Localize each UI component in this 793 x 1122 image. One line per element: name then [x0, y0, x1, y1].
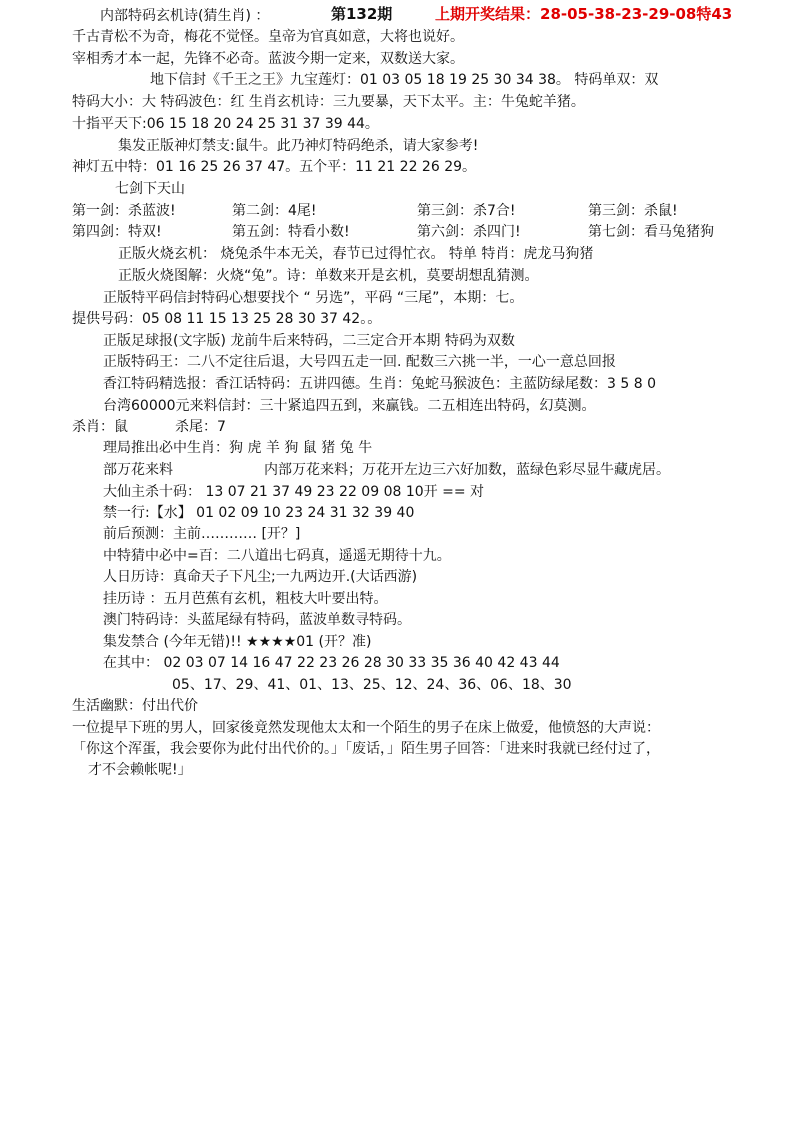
flowers-left: 部万花来料 [103, 462, 173, 478]
ten-fingers: 十指平天下:06 15 18 20 24 25 31 37 39 44。 [72, 116, 379, 132]
issue-number: 第132期 [331, 5, 393, 23]
sword-3: 第三剑：杀7合! [417, 203, 516, 219]
lamp-five: 神灯五中特：01 16 25 26 37 47。五个平：11 21 22 26 29。 [72, 159, 477, 175]
among-numbers: 在其中： 02 03 07 14 16 47 22 23 26 28 30 33 35 36 40 42 43 44 [103, 655, 560, 671]
ban-one-row: 禁一行:【水】 01 02 09 10 23 24 31 32 39 40 [103, 505, 415, 521]
fire-diagram: 正版火烧图解：火烧“兔”。诗：单数来开是玄机，莫要胡想乱猜测。 [118, 268, 539, 284]
humor-line-1: 一位提早下班的男人，回家後竟然发现他太太和一个陌生的男子在床上做爱，他愤怒的大声说： [72, 720, 660, 736]
lamp-ban: 集发正版神灯禁支:鼠牛。此乃神灯特码绝杀，请大家参考! [118, 138, 479, 154]
sequence-numbers: 05、17、29、41、01、13、25、12、24、36、06、18、30 [172, 677, 572, 693]
sword-7: 第七剑：看马兔猪狗 [588, 224, 714, 240]
poem-label: 内部特码玄机诗(猜生肖) ： [100, 8, 270, 24]
seven-swords-title: 七剑下天山 [115, 181, 185, 197]
poem-line-1: 千古青松不为奇，梅花不觉怪。皇帝为官真如意，大将也说好。 [72, 29, 464, 45]
hongkong-select: 香江特码精选报：香江话特码：五讲四德。生肖：兔蛇马猴波色：主蓝防绿尾数：3 5 8 0 [103, 376, 656, 392]
provided-numbers: 提供号码：05 08 11 15 13 25 28 30 37 42。。 [72, 311, 382, 327]
wall-calendar-poem: 挂历诗 ：五月芭蕉有玄机，粗枝大叶要出特。 [103, 591, 388, 607]
sword-2: 第二剑：4尾! [232, 203, 317, 219]
poem-line-2: 宰相秀才本一起，先锋不必奇。蓝波今期一定来，双数送大家。 [72, 51, 464, 67]
immortal-kill-ten: 大仙主杀十码： 13 07 21 37 49 23 22 09 08 10开 == 对 [103, 484, 485, 500]
flowers-right: 内部万花来料；万花开左边三六好加数，蓝绿色彩尽显牛藏虎居。 [264, 462, 670, 478]
flat-code-envelope: 正版特平码信封特码心想要找个 “ 另选”，平码 “三尾”，本期：七。 [103, 290, 524, 306]
last-draw-result: 上期开奖结果：28-05-38-23-29-08特43 [435, 5, 733, 23]
front-back-prediction: 前后预测：主前………… [开？] [103, 526, 301, 542]
humor-title: 生活幽默：付出代价 [72, 698, 198, 714]
guess-hundred: 中特猜中必中=百：二八道出七码真，遥遥无期待十九。 [103, 548, 451, 564]
kill-tail: 杀尾：7 [175, 419, 226, 435]
special-code-king: 正版特码王：二八不定往后退，大号四五走一回. 配数三六挑一半，一心一意总回报 [103, 354, 616, 370]
humor-line-2: 「你这个浑蛋，我会要你为此付出代价的。」「废话，」陌生男子回答：「进来时我就已经付过了， [72, 741, 660, 757]
kill-zodiac: 杀肖：鼠 [72, 419, 128, 435]
fire-mystery: 正版火烧玄机： 烧兔杀牛本无关，春节已过得忙衣。 特单 特肖：虎龙马狗猪 [118, 246, 594, 262]
underground-envelope: 地下信封《千王之王》九宝莲灯：01 03 05 18 19 25 30 34 38。 特码单双：双 [150, 72, 659, 88]
macau-poem: 澳门特码诗：头蓝尾绿有特码，蓝波单数寻特码。 [103, 612, 411, 628]
sword-3b: 第三剑：杀鼠! [588, 203, 678, 219]
sword-5: 第五剑：特看小数! [232, 224, 350, 240]
calendar-poem: 人日历诗：真命天子下凡尘;一九两边开.(大话西游) [103, 569, 418, 585]
humor-line-3: 才不会赖帐呢!」 [88, 762, 192, 778]
sword-1: 第一剑：杀蓝波! [72, 203, 176, 219]
special-code-info: 特码大小：大 特码波色：红 生肖玄机诗：三九要暴，天下太平。主：牛兔蛇羊猪。 [72, 94, 585, 110]
taiwan-envelope: 台湾60000元来料信封：三十紧追四五到，来赢钱。二五相连出特码，幻莫测。 [103, 398, 596, 414]
ban-combination: 集发禁合 (今年无错)!! ★★★★01 (开？准) [103, 634, 372, 650]
sword-6: 第六剑：杀四门! [417, 224, 521, 240]
must-hit-zodiac: 理局推出必中生肖：狗 虎 羊 狗 鼠 猪 兔 牛 [103, 440, 373, 456]
football-paper: 正版足球报(文字版) 龙前牛后来特码，二三定合开本期 特码为双数 [103, 333, 515, 349]
sword-4: 第四剑：特双! [72, 224, 162, 240]
